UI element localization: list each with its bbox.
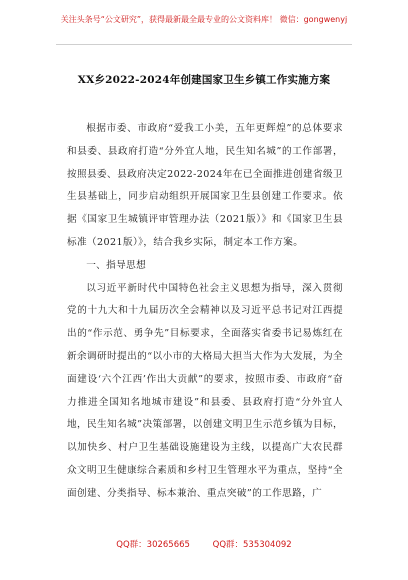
qq-group-1: QQ群：30265665 xyxy=(116,540,190,550)
qq-group-2: QQ群：535304092 xyxy=(212,540,292,550)
guiding-ideology-paragraph: 以习近平新时代中国特色社会主义思想为指导，深入贯彻党的十九大和十九届历次全会精神以及习近平总书记对江西提出的“作示范、勇争先”目标要求，全面落实省委书记易炼红在新余调研时提出的“以小市的大格局大担当大作为大发展，为全面建设‘六个江西’作出大贡献”的要求，按照市委、市政府“奋力推进全国知名地城市建设”和县委、县政府打造“分外宜人地，民生知名城”决策部署，以创建文明卫生示范乡镇为目标，以加快乡、村户卫生基础设施建设为主线，以提高广大农民群众文明卫生健康综合素质和乡村卫生管理水平为重点，坚持“全面创建、分类指导、标本兼治、重点突破”的工作思路，广 xyxy=(67,282,343,499)
section-heading: 一、指导思想 xyxy=(86,259,147,271)
header-divider xyxy=(56,44,352,45)
document-title: XX乡2022-2024年创建国家卫生乡镇工作实施方案 xyxy=(77,74,331,86)
document-body xyxy=(67,118,343,506)
promo-header xyxy=(0,0,408,48)
qq-footer xyxy=(0,538,408,550)
intro-paragraph: 根据市委、市政府“爱我工小美，五年更辉煌”的总体要求和县委、县政府打造“分外宜人地，民生知名城”的工作部署，按照县委、县政府决定2022-2024年在已全面推进创建省级卫生县基础上，同步启动组织开展国家卫生县创建工作要求。依据《国家卫生城镇评审管理办法（2021版）》和《国家卫生县标准（2021版）》，结合我乡实际，制定本工作方案。 xyxy=(67,123,343,248)
promo-text: 关注头条号“公文研究”，获得最新最全最专业的公文资料库！ 微信：gongwenyj xyxy=(60,15,348,24)
